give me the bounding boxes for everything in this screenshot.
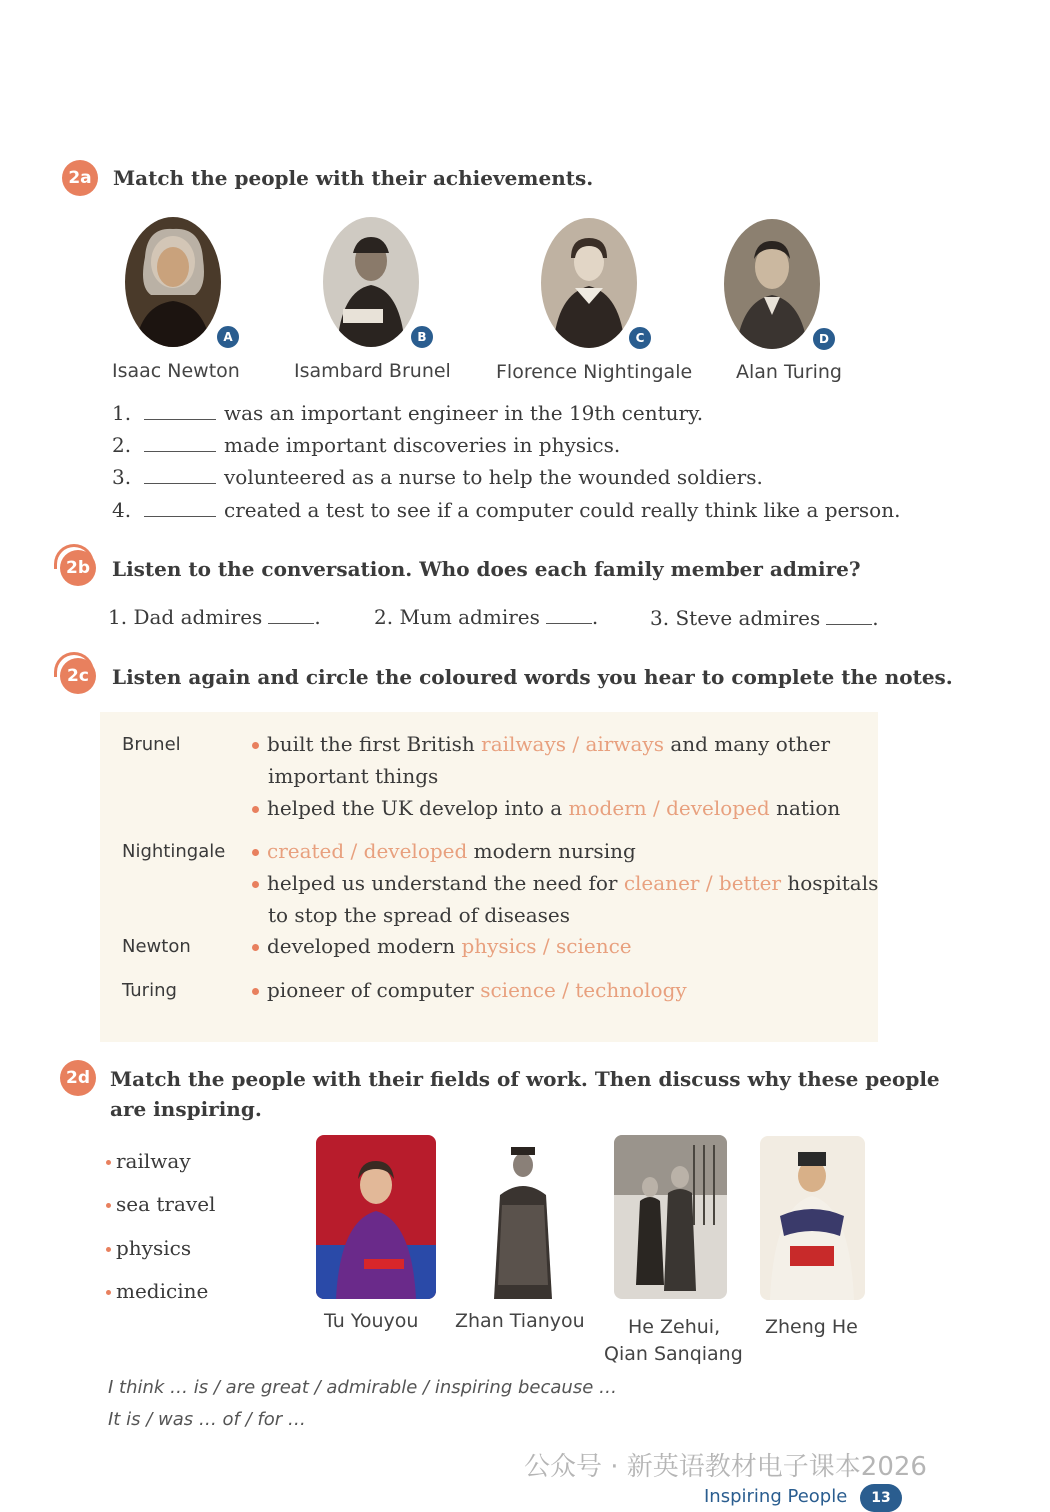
- note-turing-1: pioneer of computer science / technology: [252, 978, 687, 1002]
- field-sea-travel: sea travel: [106, 1192, 215, 1216]
- instruction-2c: Listen again and circle the coloured words you hear to complete the notes.: [112, 665, 953, 689]
- caption-qian-sanqiang: Qian Sanqiang: [604, 1343, 743, 1365]
- phrase-2: It is / was … of / for …: [108, 1409, 306, 1430]
- note-brunel-3: helped the UK develop into a modern / developed nation: [252, 796, 840, 820]
- photo-tu-youyou: [316, 1135, 436, 1299]
- answer-blank-1[interactable]: [144, 403, 216, 420]
- answer-blank-3[interactable]: [144, 467, 216, 484]
- coloured-words[interactable]: cleaner / better: [623, 871, 782, 895]
- note-brunel-2: important things: [268, 764, 439, 788]
- letter-d: D: [811, 326, 837, 352]
- page-number: 13: [860, 1484, 902, 1512]
- caption-nightingale: Florence Nightingale: [496, 361, 693, 383]
- label-nightingale: Nightingale: [122, 841, 226, 862]
- caption-brunel: Isambard Brunel: [294, 360, 451, 382]
- field-medicine: medicine: [106, 1279, 208, 1303]
- note-nightingale-1: created / developed modern nursing: [252, 839, 636, 863]
- watermark: 公众号 · 新英语教材电子课本2026: [524, 1452, 927, 1482]
- coloured-words[interactable]: modern / developed: [568, 796, 770, 820]
- letter-b: B: [409, 324, 435, 350]
- question-4: 4. created a test to see if a computer could really think like a person.: [112, 498, 901, 522]
- admire-1: 1. Dad admires .: [108, 605, 321, 629]
- field-physics: physics: [106, 1236, 191, 1260]
- photo-zhan-tianyou: [484, 1135, 562, 1299]
- instruction-2d-line2: are inspiring.: [110, 1097, 262, 1121]
- caption-zheng-he: Zheng He: [765, 1316, 858, 1338]
- answer-blank-2[interactable]: [144, 435, 216, 452]
- question-1: 1. was an important engineer in the 19th century.: [112, 401, 704, 425]
- caption-tu-youyou: Tu Youyou: [324, 1310, 419, 1332]
- admire-3: 3. Steve admires .: [650, 606, 879, 630]
- admire-blank-2[interactable]: [546, 607, 592, 624]
- badge-2b: 2b: [60, 550, 96, 586]
- photo-zheng-he: [760, 1136, 865, 1300]
- footer-title: Inspiring People: [704, 1486, 848, 1507]
- caption-zhan-tianyou: Zhan Tianyou: [455, 1310, 585, 1332]
- letter-a: A: [215, 324, 241, 350]
- admire-blank-1[interactable]: [268, 607, 314, 624]
- coloured-words[interactable]: science / technology: [480, 978, 687, 1002]
- note-nightingale-2: helped us understand the need for cleaner / better hospitals: [252, 871, 878, 895]
- question-3: 3. volunteered as a nurse to help the wounded soldiers.: [112, 465, 763, 489]
- label-newton: Newton: [122, 936, 191, 957]
- instruction-2b: Listen to the conversation. Who does each family member admire?: [112, 557, 861, 581]
- badge-2a: 2a: [62, 160, 98, 196]
- note-brunel-1: built the first British railways / airways and many other: [252, 732, 830, 756]
- field-railway: railway: [106, 1149, 191, 1173]
- photo-he-qian: [614, 1135, 727, 1299]
- badge-2c: 2c: [60, 658, 96, 694]
- instruction-2a: Match the people with their achievements.: [113, 166, 594, 190]
- caption-newton: Isaac Newton: [112, 360, 240, 382]
- label-turing: Turing: [122, 980, 177, 1001]
- portrait-brunel: [323, 217, 419, 347]
- caption-he-zehui: He Zehui,: [628, 1316, 721, 1338]
- letter-c: C: [627, 325, 653, 351]
- coloured-words[interactable]: physics / science: [461, 934, 632, 958]
- admire-2: 2. Mum admires .: [374, 605, 599, 629]
- portrait-nightingale: [541, 218, 637, 348]
- portrait-turing: [724, 219, 820, 349]
- phrase-1: I think … is / are great / admirable / inspiring because …: [108, 1377, 617, 1398]
- caption-turing: Alan Turing: [736, 361, 842, 383]
- answer-blank-4[interactable]: [144, 500, 216, 517]
- instruction-2d-line1: Match the people with their fields of work. Then discuss why these people: [110, 1067, 940, 1091]
- label-brunel: Brunel: [122, 734, 181, 755]
- note-newton-1: developed modern physics / science: [252, 934, 632, 958]
- badge-2d: 2d: [60, 1060, 96, 1096]
- notes-box: [100, 712, 878, 1042]
- question-2: 2. made important discoveries in physics.: [112, 433, 621, 457]
- portrait-newton: [125, 217, 221, 347]
- admire-blank-3[interactable]: [826, 608, 872, 625]
- note-nightingale-3: to stop the spread of diseases: [268, 903, 570, 927]
- coloured-words[interactable]: created / developed: [267, 839, 468, 863]
- coloured-words[interactable]: railways / airways: [481, 732, 664, 756]
